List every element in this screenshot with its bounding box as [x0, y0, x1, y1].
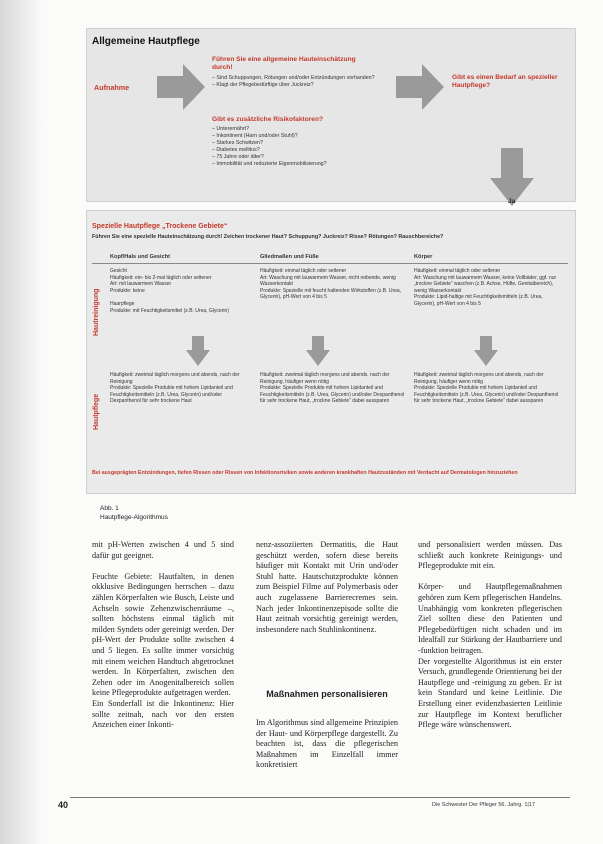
cleansing-cell: Gesicht Häufigkeit: ein- bis 2-mal täglich oder seltener Art: mit lauwarmem Wasser Produkte: keine Haarpflege Produkte: mit Feuchtigkeitsmittel (z.B. Urea, Glycerin) [110, 268, 229, 314]
q2-item: – Diabetes mellitus? [212, 147, 260, 153]
column-header: Gliedmaßen und Füße [260, 254, 319, 260]
care-cell: Häufigkeit: zweimal täglich morgens und abends, nach der Reinigung Produkte: Spezielle Produkte mit hohem Lipidanteil und Feuchtigkeitsmitteln (z.B. Urea, Glycerin) und/oder Dexpanthenol für sehr trockene Haut [110, 372, 240, 405]
arrow-down-icon [186, 336, 210, 366]
text-column-3: und personalisiert werden müssen. Das schließt auch konkrete Reinigungs- und Pflegeprodukte mit ein. Körper- und Hautpflegemaßnahmen gehören zum Kern pflegerischen Handelns. Unabhängig vom konkreten pflegerischen Ziel sollten diese den Patienten und Pflegebedürftigen nicht schaden und im Idealfall zur Stärkung der Hautbarriere und -funktion beitragen. Der vorgestellte Algorithmus ist ein erster Versuch, grundlegende Orientierung bei der Hautpflege und -reinigung zu geben. Er ist kein Standard und keine Leitlinie. Die Erstellung einer evidenzbasierten Leitlinie zur Hautpflege im Kontext beruflicher Pflege wäre wünschenswert. [418, 540, 562, 730]
care-cell: Häufigkeit: zweimal täglich morgens und abends, nach der Reinigung, häufiger wenn nötig Produkte: Spezielle Produkte mit hohem Lipidanteil und Feuchtigkeitsmitteln (z.B. Urea, Glycerin) und/oder Dexpanthenol für sehr trockene Haut, „trockne Gebiete“ dabei aussparen [414, 372, 559, 405]
ja-label: Ja [508, 198, 516, 205]
binding-edge [0, 0, 42, 844]
q2-item: – Inkontinent (Harn und/oder Stuhl)? [212, 133, 298, 139]
q2-item: – Immobilität und reduzierte Eigenmobilisierung? [212, 161, 327, 167]
q3-text: Gibt es einen Bedarf an spezieller Hautpflege? [452, 74, 558, 89]
column-header: Körper [414, 254, 433, 260]
text-column-2: nenz-assoziierten Dermatitis, die Haut geschützt werden, sofern diese bereits häufiger mit Kontakt mit Urin und/oder Stuhl hatte. Hautschutzprodukte können zum Beispiel Filme auf Polymerbasis oder auch zugelassene Barrierecremes sein. Nach jeder Inkontinenzepisode sollte die Haut zeitnah vorsichtig gereinigt werden, insbesondere nach Stuhlinkontinenz. [256, 540, 398, 634]
panel2-title: Spezielle Hautpflege „Trockene Gebiete“ [92, 223, 228, 230]
footer-rule [70, 797, 570, 798]
q2-item: – Unterernährt? [212, 126, 250, 132]
q1-item: – Klagt der Pflegebedürftige über Juckreiz? [212, 82, 314, 88]
aufnahme-label: Aufnahme [94, 83, 130, 92]
cleansing-cell: Häufigkeit: einmal täglich oder seltener Art: Waschung mit lauwarmem Wasser, nicht reibende, wenig Wasserkontakt Produkte: Spezielle mit feucht haltenden Wirkstoffen (z.B. Urea, Glycerin), pH-Wert von 4 bis 5 [260, 268, 402, 301]
arrow-right-icon [157, 64, 205, 110]
panel2-subtitle: Führen Sie eine spezielle Hauteinschätzung durch! Zeichen trockener Haut? Schuppung? Juckreiz? Risse? Rötungen? Rauschbereiche? [92, 234, 444, 240]
journal-line: Die Schwester Der Pfleger 56. Jahrg. 1|17 [432, 802, 535, 808]
panel-title: Allgemeine Hautpflege [92, 36, 200, 47]
section-heading: Maßnahmen personalisieren [266, 689, 388, 699]
cleansing-cell: Häufigkeit: einmal täglich oder seltener Art: Waschung mit lauwarmem Wasser, keine Vollbäder, ggf. nur „trockne Gebiete“ waschen (z.B. Achse, Hüfte, Genitalbereich), wenig Wasserkontakt Produkte: Lipid-haltige mit Feuchtigkeitsmitteln (z.B. Urea, Glycerin), pH-Wert von 4 bis 5 [414, 268, 557, 307]
arrow-right-icon [396, 64, 444, 110]
special-care-panel [86, 210, 576, 494]
row-label-cleansing: Hautreinigung [93, 288, 100, 336]
q2-item: – 75 Jahre oder älter? [212, 154, 264, 160]
panel2-footnote: Bei ausgeprägten Entzündungen, tiefen Rissen oder Rissen von Infektionsrisiken sowie anderen krankhaften Hautzuständen mit Verdacht auf Dermatologen hinzuziehen [92, 470, 518, 476]
arrow-down-icon [474, 336, 498, 366]
text-column-2b: Im Algorithmus sind allgemeine Prinzipien der Haut- und Körperpflege dargestellt. Zu beachten ist, dass die pflegerischen Maßnahmen im Einzelfall immer konkretisiert [256, 718, 398, 770]
care-cell: Häufigkeit: zweimal täglich morgens und abends, nach der Reinigung, häufiger wenn nötig Produkte: Spezielle Produkte mit hohem Lipidanteil und Feuchtigkeitsmitteln (z.B. Urea, Glycerin) und/oder Dexpanthenol für sehr trockene Haut, „trockne Gebiete“ dabei aussparen [260, 372, 405, 405]
column-header: Kopf/Hals und Gesicht [110, 254, 170, 260]
figure-caption: Hautpflege-Algorithmus [100, 514, 168, 521]
text-column-1: mit pH-Werten zwischen 4 und 5 sind dafür gut geeignet. Feuchte Gebiete: Hautfalten, in denen okklusive Bedingungen herrschen – dazu zählen Körperfalten wie Busch, Leiste und Achseln sowie Zehenzwischenräume –, sollten höchstens einmal täglich mit milden Syndets oder gereinigt werden. Der pH-Wert der Produkte sollte zwischen 4 und 5 liegen. Es sollte immer vorsichtig mit einem weichen Handtuch abgetrocknet werden. In Körperfalten, zwischen den Zehen oder im Anogenitalbereich sollen keine Pflegeprodukte aufgetragen werden. Ein Sonderfall ist die Inkontinenz: Hier sollte zeitnah, nach vor den ersten Anzeichen einer Inkonti- [92, 540, 234, 730]
row-label-care: Hautpflege [93, 393, 100, 430]
q1-list [212, 75, 382, 89]
q2-item: – Starkes Schwitzen? [212, 140, 263, 146]
q1-title: Führen Sie eine allgemeine Hauteinschätzung durch! [212, 56, 356, 71]
q2-title: Gibt es zusätzliche Risikofaktoren? [212, 116, 324, 123]
q1-item: – Sind Schuppungen, Rötungen und/oder Entzündungen vorhanden? [212, 75, 375, 81]
divider [92, 263, 568, 264]
q2-list [212, 126, 382, 168]
arrow-down-icon [306, 336, 330, 366]
figure-label: Abb. 1 [100, 505, 119, 512]
page-number: 40 [58, 800, 69, 810]
